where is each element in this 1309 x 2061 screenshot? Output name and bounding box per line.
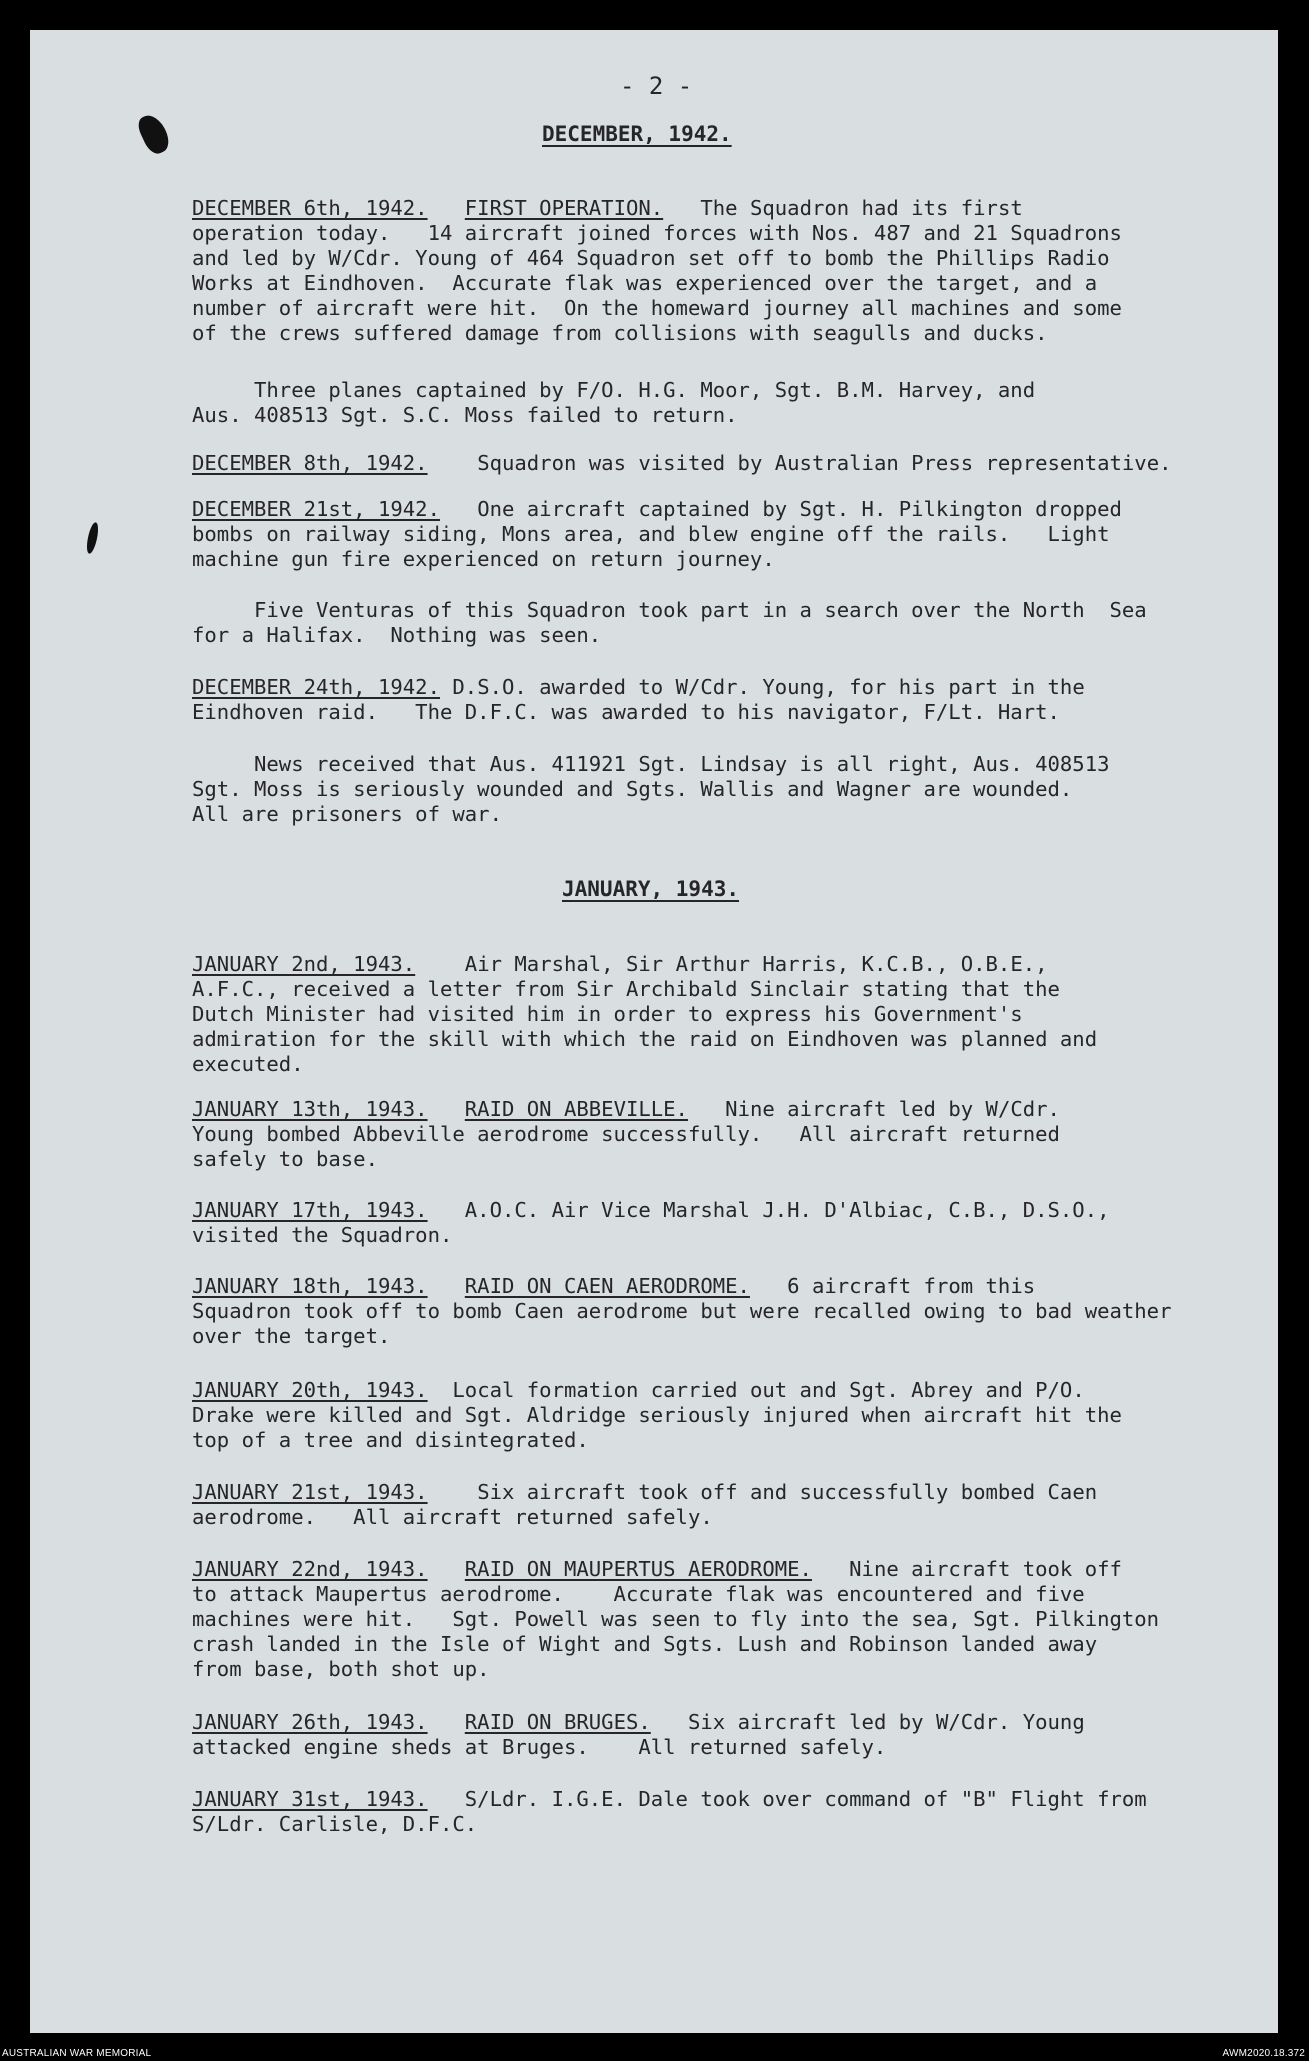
ink-blot (135, 111, 174, 157)
entry-date: DECEMBER 21st, 1942. (192, 497, 440, 521)
section-title-december: DECEMBER, 1942. (542, 122, 732, 146)
entry-dec-24: DECEMBER 24th, 1942. D.S.O. awarded to W/Cdr. Young, for his part in the Eindhoven raid. The D.F.C. was awarded to his navigator, F/Lt. Hart. (192, 675, 1085, 724)
entry-date: JANUARY 22nd, 1943. (192, 1557, 428, 1581)
entry-subject: FIRST OPERATION. (464, 196, 664, 220)
entry-jan-18: JANUARY 18th, 1943. RAID ON CAEN AERODROME. 6 aircraft from this Squadron took off to bomb Caen aerodrome but were recalled owing to bad weather over the target. (192, 1274, 1172, 1348)
entry-date: JANUARY 26th, 1943. (192, 1710, 428, 1734)
entry-subject: RAID ON CAEN AERODROME. (464, 1274, 750, 1298)
entry-jan-17: JANUARY 17th, 1943. A.O.C. Air Vice Marshal J.H. D'Albiac, C.B., D.S.O., visited the Squadron. (192, 1198, 1110, 1247)
entry-jan-31: JANUARY 31st, 1943. S/Ldr. I.G.E. Dale took over command of "B" Flight from S/Ldr. Carlisle, D.F.C. (192, 1787, 1147, 1836)
entry-date: DECEMBER 6th, 1942. (192, 196, 428, 220)
document-page (30, 30, 1278, 2033)
entry-dec-21: DECEMBER 21st, 1942. One aircraft captained by Sgt. H. Pilkington dropped bombs on railway siding, Mons area, and blew engine off the rails. Light machine gun fire experienced on return journey. (192, 497, 1122, 571)
paragraph-venturas: Five Venturas of this Squadron took part in a search over the North Sea for a Halifax. Nothing was seen. (192, 598, 1147, 647)
entry-date: JANUARY 20th, 1943. (192, 1378, 428, 1402)
entry-dec-8: DECEMBER 8th, 1942. Squadron was visited by Australian Press representative. (192, 451, 1172, 475)
entry-subject: RAID ON ABBEVILLE. (464, 1097, 688, 1121)
footer-institution: AUSTRALIAN WAR MEMORIAL (2, 2048, 152, 2059)
entry-date: JANUARY 13th, 1943. (192, 1097, 428, 1121)
entry-jan-2: JANUARY 2nd, 1943. Air Marshal, Sir Arthur Harris, K.C.B., O.B.E., A.F.C., received a letter from Sir Archibald Sinclair stating that the Dutch Minister had visited him in order to express his Government's admiration for the skill with which the raid on Eindhoven was planned and executed. (192, 952, 1098, 1076)
paragraph-news: News received that Aus. 411921 Sgt. Lindsay is all right, Aus. 408513 Sgt. Moss is seriously wounded and Sgts. Wallis and Wagner are wounded. All are prisoners of war. (192, 752, 1110, 826)
entry-jan-20: JANUARY 20th, 1943. Local formation carried out and Sgt. Abrey and P/O. Drake were killed and Sgt. Aldridge seriously injured when aircraft hit the top of a tree and disintegrated. (192, 1378, 1122, 1452)
entry-jan-21: JANUARY 21st, 1943. Six aircraft took off and successfully bombed Caen aerodrome. All aircraft returned safely. (192, 1480, 1098, 1529)
entry-date: DECEMBER 8th, 1942. (192, 451, 428, 475)
entry-date: JANUARY 2nd, 1943. (192, 952, 416, 976)
footer-accession-number: AWM2020.18.372 (1222, 2048, 1305, 2059)
entry-date: JANUARY 31st, 1943. (192, 1787, 428, 1811)
entry-jan-26: JANUARY 26th, 1943. RAID ON BRUGES. Six aircraft led by W/Cdr. Young attacked engine sheds at Bruges. All returned safely. (192, 1710, 1085, 1759)
entry-subject: RAID ON BRUGES. (464, 1710, 651, 1734)
entry-date: JANUARY 17th, 1943. (192, 1198, 428, 1222)
ink-blot (85, 521, 100, 554)
entry-jan-22: JANUARY 22nd, 1943. RAID ON MAUPERTUS AERODROME. Nine aircraft took off to attack Maupertus aerodrome. Accurate flak was encountered and five machines were hit. Sgt. Powell was seen to fly into the sea, Sgt. Pilkington crash landed in the Isle of Wight and Sgts. Lush and Robinson landed away from base, both shot up. (192, 1557, 1160, 1681)
paragraph-missing-planes: Three planes captained by F/O. H.G. Moor, Sgt. B.M. Harvey, and Aus. 408513 Sgt. S.C. Moss failed to return. (192, 378, 1036, 427)
entry-date: JANUARY 21st, 1943. (192, 1480, 428, 1504)
entry-dec-6: DECEMBER 6th, 1942. FIRST OPERATION. The Squadron had its first operation today. 14 aircraft joined forces with Nos. 487 and 21 Squadrons and led by W/Cdr. Young of 464 Squadron set off to bomb the Phillips Radio Works at Eindhoven. Accurate flak was experienced over the target, and a number of aircraft were hit. On the homeward journey all machines and some of the crews suffered damage from collisions with seagulls and ducks. (192, 196, 1122, 345)
page-number: - 2 - (620, 72, 693, 100)
entry-subject: RAID ON MAUPERTUS AERODROME. (464, 1557, 812, 1581)
entry-jan-13: JANUARY 13th, 1943. RAID ON ABBEVILLE. Nine aircraft led by W/Cdr. Young bombed Abbeville aerodrome successfully. All aircraft returned safely to base. (192, 1097, 1060, 1171)
entry-date: DECEMBER 24th, 1942. (192, 675, 440, 699)
section-title-january: JANUARY, 1943. (562, 877, 740, 901)
entry-date: JANUARY 18th, 1943. (192, 1274, 428, 1298)
